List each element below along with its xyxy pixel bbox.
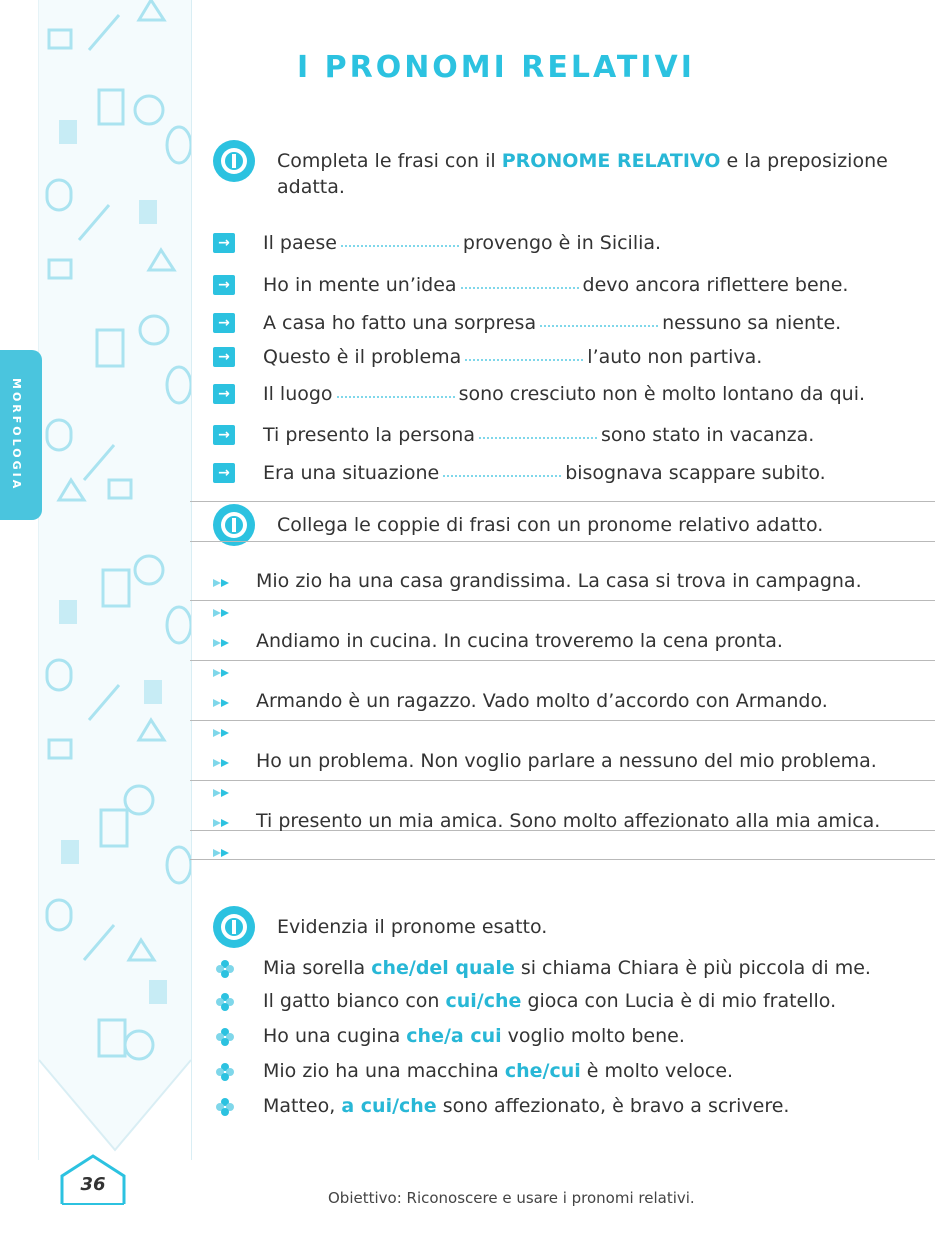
double-arrow-icon [213,727,233,739]
diamond-bullet-icon [216,1063,234,1081]
double-arrow-icon [213,817,233,829]
choice-sentence: Il gatto bianco con cui/che gioca con Lucia è di mio fratello. [263,990,837,1012]
double-arrow-icon [213,577,233,589]
fill-sentence: Era una situazione bisognava scappare subito. [263,462,826,484]
sentence-pair: Ti presento un mia amica. Sono molto affezionato alla mia amica. [256,810,881,832]
answer-blank[interactable] [465,355,583,361]
choice-sentence: Mio zio ha una macchina che/cui è molto veloce. [263,1060,734,1082]
fill-sentence: Questo è il problema l’auto non partiva. [263,346,763,368]
writing-line [190,780,935,781]
double-arrow-icon [213,787,233,799]
answer-blank[interactable] [337,392,455,398]
double-arrow-icon [213,637,233,649]
fill-sentence: Il luogo sono cresciuto non è molto lontano da qui. [263,383,866,405]
fill-sentence: Ti presento la persona sono stato in vacanza. [263,424,815,446]
page-title: I PRONOMI RELATIVI [297,50,695,85]
pronoun-choice[interactable]: cui/che [445,990,522,1012]
arrow-icon: → [213,347,235,367]
pronoun-choice[interactable]: che/cui [504,1060,581,1082]
arrow-icon: → [213,463,235,483]
answer-blank[interactable] [443,471,561,477]
choice-sentence: Matteo, a cui/che sono affezionato, è bravo a scrivere. [263,1095,790,1117]
page-number: 36 [80,1174,106,1195]
pronoun-choice[interactable]: a cui/che [341,1095,437,1117]
fill-sentence: A casa ho fatto una sorpresa nessuno sa niente. [263,312,842,334]
fill-sentence: Il paese provengo è in Sicilia. [263,232,662,254]
exercise-icon [212,139,256,183]
writing-line [190,720,935,721]
sentence-pair: Armando è un ragazzo. Vado molto d’accordo con Armando. [256,690,828,712]
arrow-icon: → [213,384,235,404]
sentence-pair: Mio zio ha una casa grandissima. La casa si trova in campagna. [256,570,862,592]
writing-line [190,541,935,542]
double-arrow-icon [213,847,233,859]
arrow-icon: → [213,275,235,295]
school-pattern-icon [39,0,191,1160]
writing-line [190,600,935,601]
arrow-icon: → [213,425,235,445]
exercise2-instruction: Collega le coppie di frasi con un pronome relativo adatto. [277,514,824,536]
answer-blank[interactable] [540,321,658,327]
double-arrow-icon [213,697,233,709]
sentence-pair: Ho un problema. Non voglio parlare a nessuno del mio problema. [256,750,877,772]
answer-blank[interactable] [341,241,459,247]
section-tab-label: MORFOLOGIA [10,378,23,492]
diamond-bullet-icon [216,1098,234,1116]
decorative-ribbon [38,0,192,1160]
arrow-icon: → [213,313,235,333]
choice-sentence: Ho una cugina che/a cui voglio molto bene. [263,1025,685,1047]
double-arrow-icon [213,757,233,769]
choice-sentence: Mia sorella che/del quale si chiama Chiara è più piccola di me. [263,957,871,979]
diamond-bullet-icon [216,993,234,1011]
section-tab [0,350,42,520]
writing-line [190,859,935,860]
sentence-pair: Andiamo in cucina. In cucina troveremo la cena pronta. [256,630,783,652]
exercise-icon [212,905,256,949]
exercise1-instruction: Completa le frasi con il PRONOME RELATIVO e la preposizione adatta. [277,150,888,198]
diamond-bullet-icon [216,1028,234,1046]
diamond-bullet-icon [216,960,234,978]
footer-objective: Obiettivo: Riconoscere e usare i pronomi relativi. [328,1189,695,1207]
answer-blank[interactable] [479,433,597,439]
page-number-badge [58,1152,128,1206]
pronoun-choice[interactable]: che/del quale [371,957,515,979]
double-arrow-icon [213,667,233,679]
divider [190,501,935,502]
arrow-icon: → [213,233,235,253]
fill-sentence: Ho in mente un’idea devo ancora riflettere bene. [263,274,849,296]
answer-blank[interactable] [461,283,579,289]
exercise3-instruction: Evidenzia il pronome esatto. [277,916,548,938]
writing-line [190,660,935,661]
pronoun-choice[interactable]: che/a cui [406,1025,502,1047]
double-arrow-icon [213,607,233,619]
